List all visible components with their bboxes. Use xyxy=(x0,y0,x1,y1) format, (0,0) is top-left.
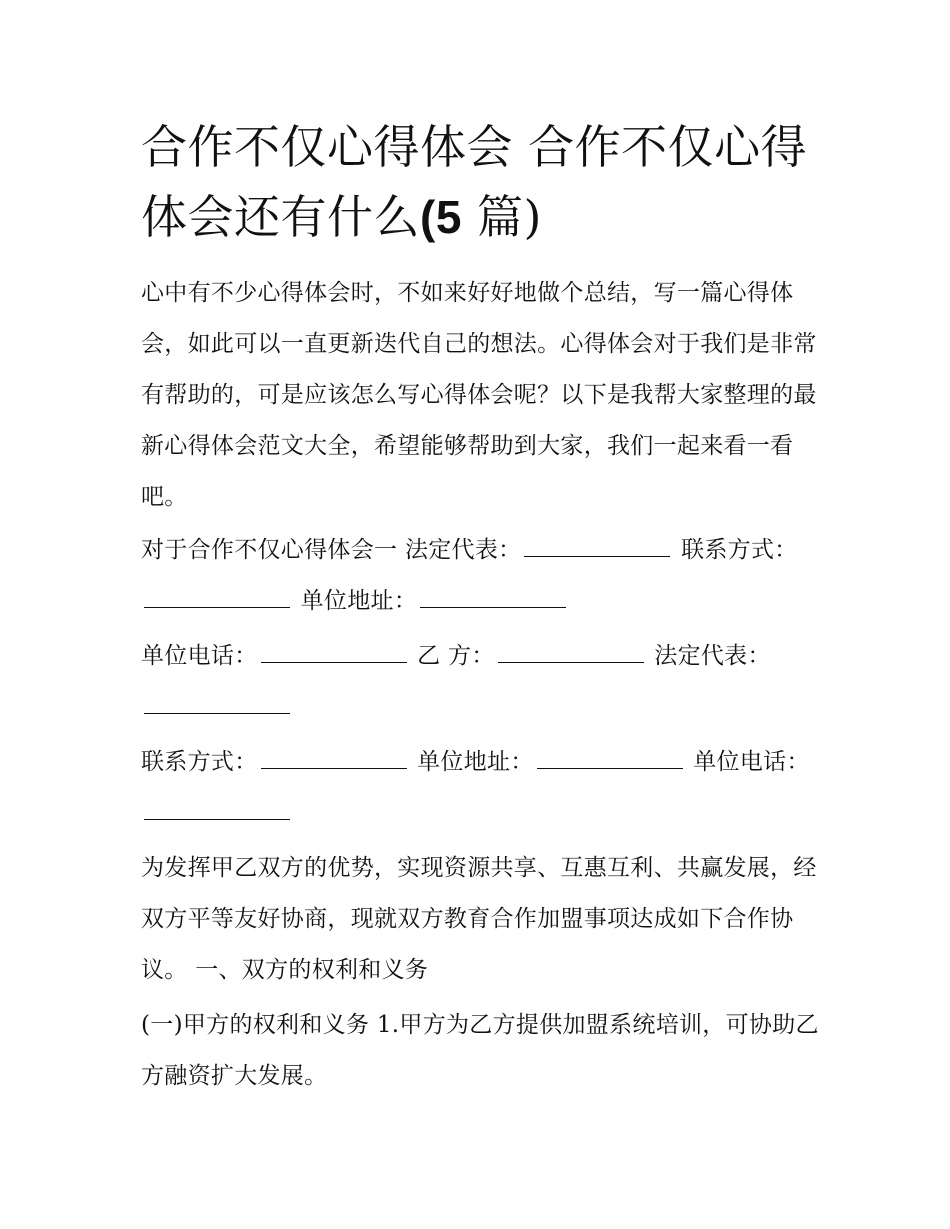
section-heading: 对于合作不仅心得体会一 xyxy=(141,537,398,563)
contact-blank xyxy=(144,587,290,608)
address-blank xyxy=(420,587,566,608)
title-count: 5 xyxy=(435,191,462,243)
address2-blank xyxy=(537,748,683,769)
phone-label: 单位电话： xyxy=(141,643,258,669)
contact2-label: 联系方式： xyxy=(141,749,258,775)
address-label: 单位地址： xyxy=(300,588,418,614)
legal-rep-blank xyxy=(524,536,670,557)
document-page xyxy=(141,112,821,1102)
phone-blank xyxy=(261,642,407,663)
legal-rep2-blank xyxy=(144,693,290,714)
contact-label: 联系方式： xyxy=(681,537,798,563)
party-b-info xyxy=(141,631,821,733)
title-suffix: 篇) xyxy=(461,190,542,244)
legal-rep2-label: 法定代表： xyxy=(654,643,771,669)
legal-rep-label: 法定代表： xyxy=(404,537,522,563)
title-paren-open: ( xyxy=(420,191,436,243)
phone2-label: 单位电话： xyxy=(693,749,810,775)
party-b-contact xyxy=(141,737,821,839)
document-title xyxy=(141,112,821,252)
rights-paragraph: (一)甲方的权利和义务 1.甲方为乙方提供加盟系统培训，可协助乙方融资扩大发展。 xyxy=(141,1012,819,1089)
party-a-info xyxy=(141,525,821,627)
party-b-blank xyxy=(498,642,644,663)
phone2-blank xyxy=(144,799,290,820)
title-text: 合作不仅心得体会 合作不仅心得体会还有什么 xyxy=(141,120,808,244)
intro-paragraph: 心中有不少心得体会时，不如来好好地做个总结，写一篇心得体会，如此可以一直更新迭代自己的想法。心得体会对于我们是非常有帮助的，可是应该怎么写心得体会呢？以下是我帮大家整理的最新心得体会范文大全，希望能够帮助到大家，我们一起来看一看吧。 xyxy=(141,280,817,510)
contact2-blank xyxy=(261,748,407,769)
party-b-label: 乙 方： xyxy=(417,643,495,669)
cooperation-paragraph: 为发挥甲乙双方的优势，实现资源共享、互惠互利、共赢发展，经双方平等友好协商，现就双方教育合作加盟事项达成如下合作协议。 一、双方的权利和义务 xyxy=(141,855,817,983)
address2-label: 单位地址： xyxy=(417,749,534,775)
